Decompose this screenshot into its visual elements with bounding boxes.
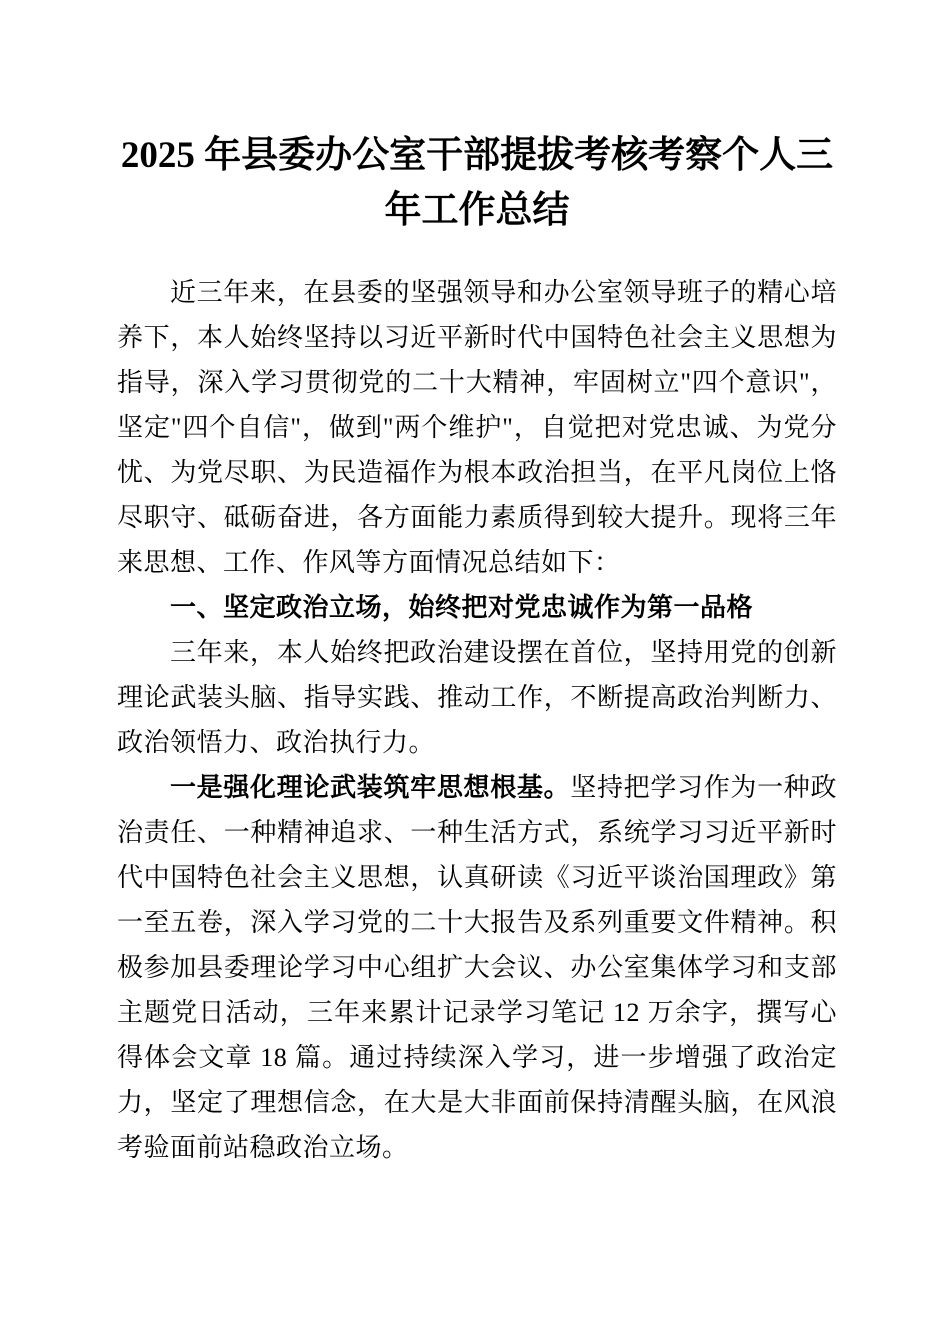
paragraph-intro: 近三年来，在县委的坚强领导和办公室领导班子的精心培养下，本人始终坚持以习近平新时代中国特色社会主义思想为指导，深入学习贯彻党的二十大精神，牢固树立"四个意识"，坚定"四个自信"，做到"两个维护"，自觉把对党忠诚、为党分忧、为党尽职、为民造福作为根本政治担当，在平凡岗位上恪尽职守、砥砺奋进，各方面能力素质得到较大提升。现将三年来思想、工作、作风等方面情况总结如下： bbox=[117, 278, 837, 577]
paragraph-theory-study-text: 坚持把学习作为一种政治责任、一种精神追求、一种生活方式，系统学习习近平新时代中国特色社会主义思想，认真研读《习近平谈治国理政》第一至五卷，深入学习党的二十大报告及系列重要文件精神。积极参加县委理论学习中心组扩大会议、办公室集体学习和支部主题党日活动，三年来累计记录学习笔记 12 万余字，撰写心得体会文章 18 篇。通过持续深入学习，进一步增强了政治定力，坚定了理想信念，在大是大非面前保持清醒头脑，在风浪考验面前站稳政治立场。 bbox=[117, 773, 837, 1162]
document-title: 2025 年县委办公室干部提拔考核考察个人三年工作总结 bbox=[120, 135, 834, 231]
paragraph-theory-study bbox=[117, 765, 837, 1170]
paragraph-theory-study-lead: 一是强化理论武装筑牢思想根基。 bbox=[170, 773, 571, 802]
section-heading-political-stance: 一、坚定政治立场，始终把对党忠诚作为第一品格 bbox=[170, 592, 754, 622]
paragraph-political-construction: 三年来，本人始终把政治建设摆在首位，坚持用党的创新理论武装头脑、指导实践、推动工作，不断提高政治判断力、政治领悟力、政治执行力。 bbox=[117, 638, 837, 757]
